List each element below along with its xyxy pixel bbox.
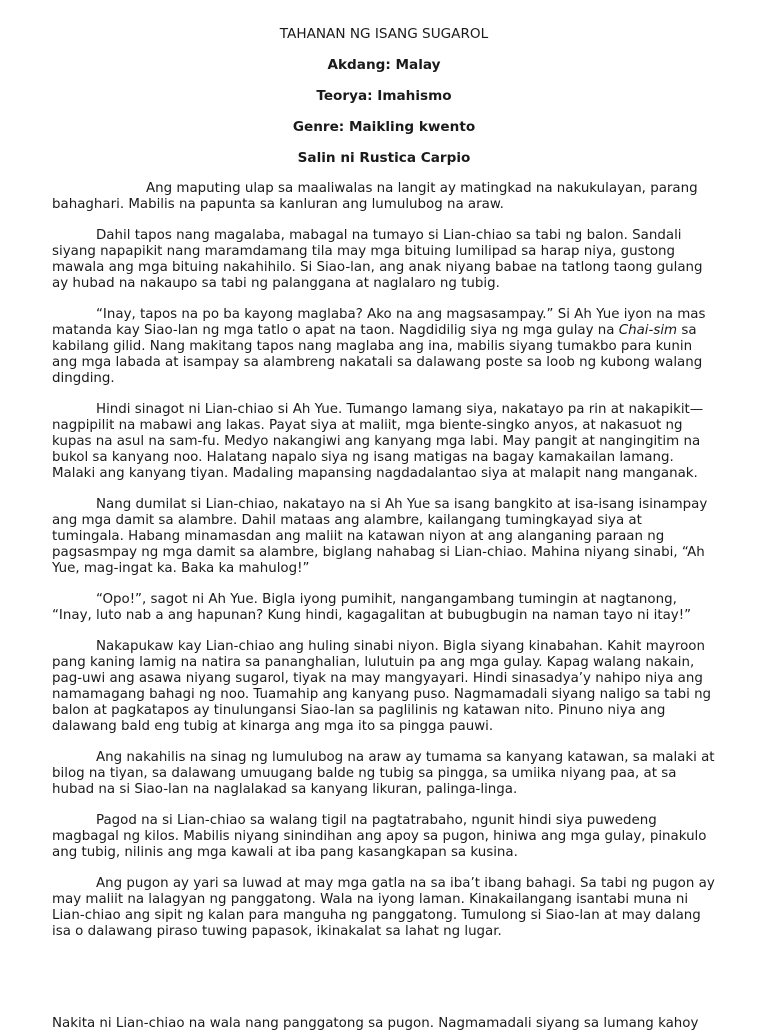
subtitle-teorya: Teorya: Imahismo [316,88,452,104]
paragraph-8: Ang nakahilis na sinag ng lumulubog na araw ay tumama sa kanyang katawan, sa malaki at bilog na tiyan, sa dalawang umuugang balde ng tubig sa pingga, sa umiika niyang paa, at sa hubad na si Siao-lan na naglalakad sa kanyang likuran, palinga-linga. [52,750,715,797]
paragraph-7: Nakapukaw kay Lian-chiao ang huling sinabi niyon. Bigla siyang kinabahan. Kahit mayroon pang kaning lamig na natira sa pananghalian, lulutuin pa ang mga gulay. Kapag walang nakain, pag-uwi ang asawa niyang sugarol, tiyak na may mangyayari. Hindi sinasadya’y nahipo niya ang namamagang bahagi ng noo. Tuamahip ang kanyang puso. Nagmamadali siyang naligo sa tabi ng balon at pagkatapos ay tinulungansi Siao-lan sa paglilinis ng katawan nito. Pinuno niya ang dalawang bald eng tubig at kinarga ang mga ito sa pingga pauwi. [52,639,712,734]
subtitle-genre: Genre: Maikling kwento [292,119,476,135]
paragraph-4: Hindi sinagot ni Lian-chiao si Ah Yue. Tumango lamang siya, nakatayo pa rin at nakapikit—nagpipilit na mabawi ang lakas. Payat siya at maliit, mga biente-singko anyos, at nakasuot ng kupas na asul na sam-fu. Medyo nakangiwi ang kanyang mga labi. May pangit at nangingitim na bukol sa kanyang noo. Halatang napalo siya ng isang matigas na bagay kamakailan lamang. Malaki ang kanyang tiyan. Madaling mapansing nagdadalantao siya at malapit nang manganak. [52,402,704,481]
italic-term: Chai-sim [618,323,678,338]
paragraph-10: Ang pugon ay yari sa luwad at may mga gatla na sa iba’t ibang bahagi. Sa tabi ng pugon ay may maliit na lalagyan ng panggatong. Wala na iyong laman. Kinakailangang isantabi muna ni Lian-chiao ang sipit ng kalan para manguha ng panggatong. Tumulong si Siao-lan at may dalang isa o dalawang piraso tuwing papasok, ikinakalat sa lahat ng lugar. [52,876,715,939]
partially-visible-line: Nakita ni Lian-chiao na wala nang panggatong sa pugon. Nagmamadali siyang sa lumang kahoy [52,1016,699,1031]
paragraph-6: “Opo!”, sagot ni Ah Yue. Bigla iyong pumihit, nangangambang tumingin at nagtanong, “Inay, luto nab a ang hapunan? Kung hindi, kagagalitan at bubugbugin na naman tayo ni itay!” [52,592,692,623]
story-title: TAHANAN NG ISANG SUGAROL [279,26,489,42]
paragraph-3: “Inay, tapos na po ba kayong maglaba? Ako na ang magsasampay.” Si Ah Yue iyon na mas matanda kay Siao-lan ng mga tatlo o apat na taon. Nagdidilig siya ng mga gulay na Chai-sim sa kabilang gilid. Nang makitang tapos nang maglaba ang ina, mabilis siyang tumakbo para kunin ang mga labada at isampay sa alambreng nakatali sa dalawang poste sa loob ng kubong walang dingding. [52,307,706,386]
paragraph-1: Ang maputing ulap sa maaliwalas na langit ay matingkad na nakukulayan, parang bahaghari. Mabilis na papunta sa kanluran ang lumulubog na araw. [52,181,698,212]
paragraph-2: Dahil tapos nang magalaba, mabagal na tumayo si Lian-chiao sa tabi ng balon. Sandali siyang napapikit nang maramdamang tila may mga bituing lumilipad sa harap niya, gustong mawala ang mga bituing nakahihilo. Si Siao-lan, ang anak niyang babae na tatlong taong gulang ay hubad na nakaupo sa tabi ng palanggana at naglalaro ng tubig. [52,228,703,291]
paragraph-5: Nang dumilat si Lian-chiao, nakatayo na si Ah Yue sa isang bangkito at isa-isang isinampay ang mga damit sa alambre. Dahil mataas ang alambre, kailangang tumingkayad siya at tumingala. Habang minamasdan ang maliit na katawan niyon at ang alanganing paraan ng pagsasmpay ng mga damit sa alambre, biglang nahabag si Lian-chiao. Mahina niyang sinabi, “Ah Yue, mag-ingat ka. Baka ka mahulog!” [52,497,708,576]
subtitle-akda: Akdang: Malay [327,57,441,73]
subtitle-translator: Salin ni Rustica Carpio [297,150,471,166]
paragraph-9: Pagod na si Lian-chiao sa walang tigil na pagtatrabaho, ngunit hindi siya puwedeng magbagal ng kilos. Mabilis niyang sinindihan ang apoy sa pugon, hiniwa ang mga gulay, pinakulo ang tubig, nilinis ang mga kawali at iba pang kasangkapan sa kusina. [52,813,707,860]
